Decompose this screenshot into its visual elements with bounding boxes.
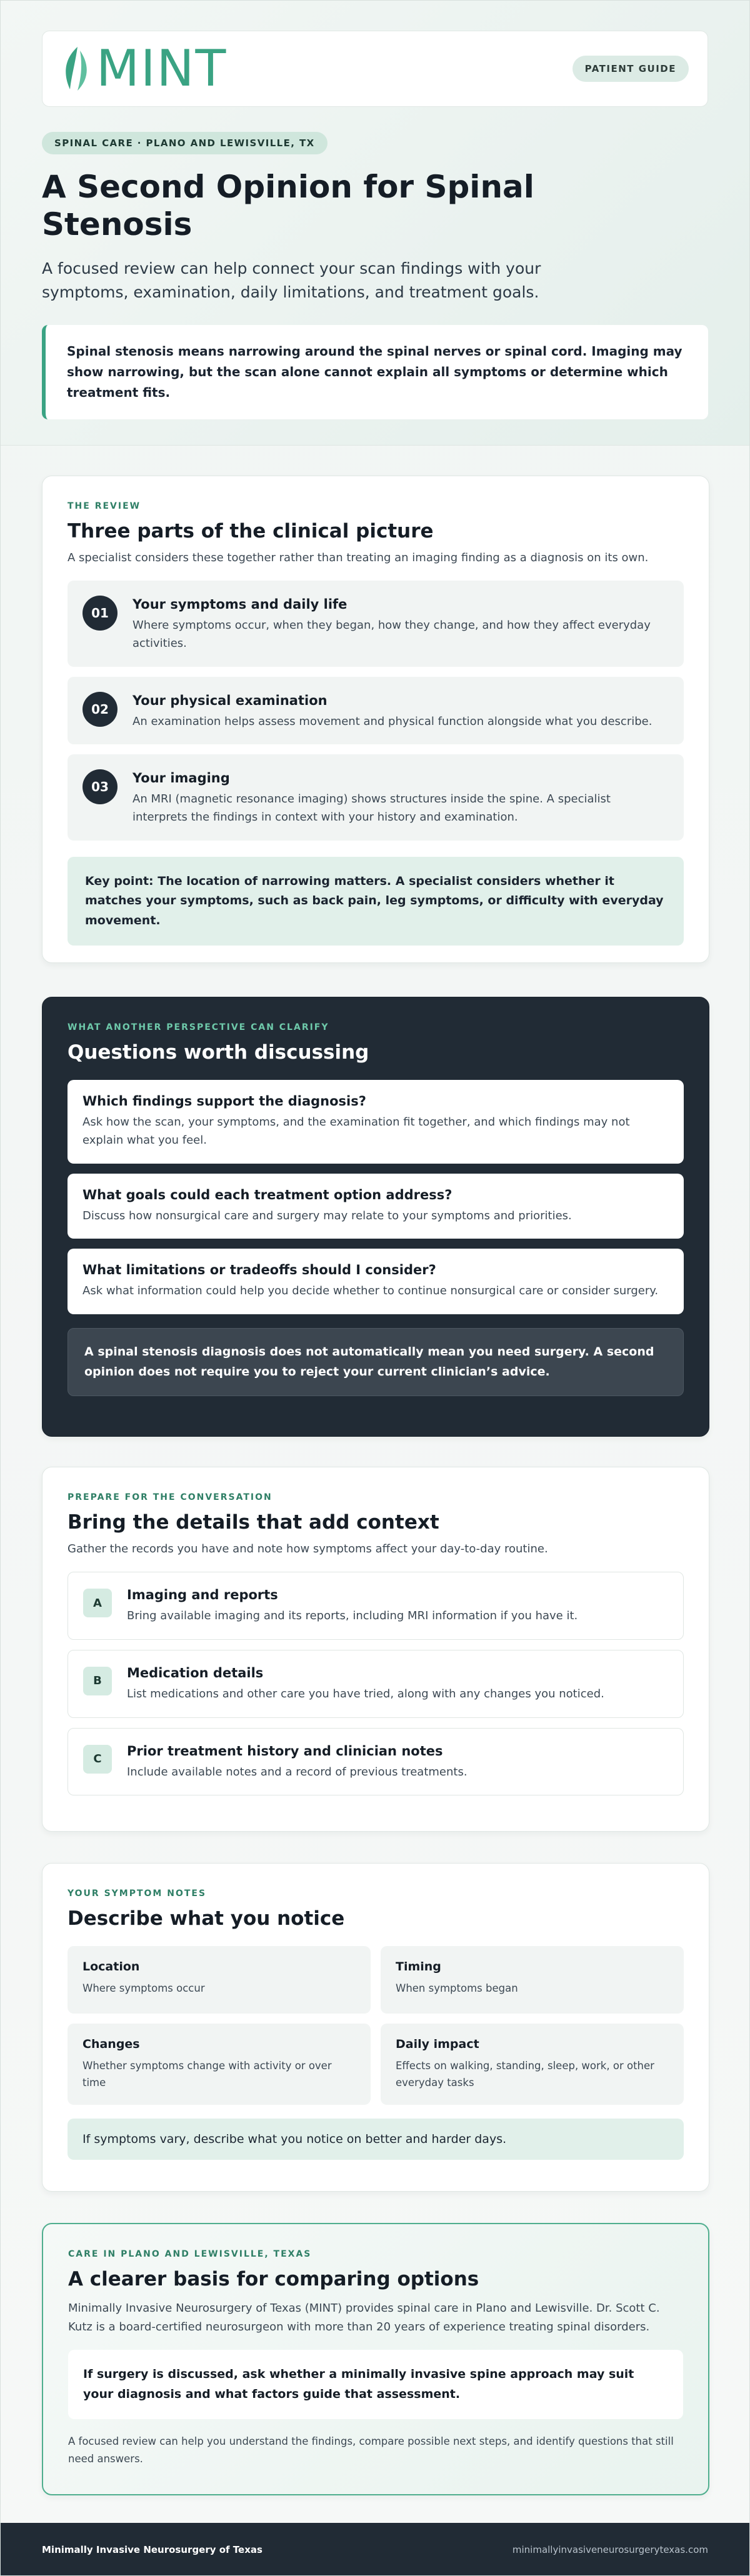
page-title: A Second Opinion for Spinal Stenosis — [42, 169, 534, 242]
review-item-text: An MRI (magnetic resonance imaging) shows structures inside the spine. A specialist interprets the findings in context with your history and examination. — [132, 792, 611, 824]
note-daily-impact — [381, 2024, 684, 2105]
review-title: Three parts of the clinical picture — [68, 520, 434, 542]
record-letter: C — [83, 1745, 112, 1774]
question-text: Ask how the scan, your symptoms, and the examination fit together, and which findings may not explain what you feel. — [82, 1116, 630, 1147]
question-card-goals — [68, 1174, 684, 1239]
questions-section — [42, 997, 709, 1437]
note-changes — [68, 2024, 371, 2105]
review-item-text: An examination helps assess movement and physical function alongside what you describe. — [132, 714, 652, 728]
step-number: 01 — [82, 596, 118, 631]
surgery-note: A spinal stenosis diagnosis does not automatically mean you need surgery. A second opinion does not require you to reject your current clinician’s advice. — [68, 1328, 684, 1396]
record-text: Bring available imaging and its reports, including MRI information if you have it. — [127, 1609, 578, 1622]
note-text: When symptoms began — [396, 1982, 518, 1994]
care-small-text: A focused review can help you understand the findings, compare possible next steps, and identify questions that still need answers. — [68, 2435, 674, 2465]
review-item-imaging — [68, 754, 684, 841]
care-section — [42, 2223, 709, 2495]
prepare-intro: Gather the records you have and note how symptoms affect your day-to-day routine. — [68, 1542, 548, 1555]
question-title: What goals could each treatment option address? — [82, 1187, 452, 1202]
footer-website-link[interactable]: minimallyinvasiveneurosurgerytexas.com — [512, 2544, 708, 2555]
record-text: Include available notes and a record of previous treatments. — [127, 1765, 468, 1779]
notes-footer-callout: If symptoms vary, describe what you notice on better and harder days. — [68, 2119, 684, 2160]
hero — [1, 1, 749, 446]
care-text: Minimally Invasive Neurosurgery of Texas (MINT) provides spinal care in Plano and Lewisville. Dr. Scott C. Kutz is a board-certified neurosurgeon with more than 20 years of experience treating spinal disorders. — [68, 2302, 660, 2334]
record-item-medication — [68, 1650, 684, 1718]
note-title: Timing — [396, 1960, 441, 1974]
question-card-findings — [68, 1080, 684, 1164]
prepare-eyebrow: PREPARE FOR THE CONVERSATION — [68, 1492, 272, 1502]
question-title: What limitations or tradeoffs should I consider? — [82, 1262, 436, 1278]
review-item-title: Your physical examination — [132, 692, 328, 708]
location-badge: SPINAL CARE · PLANO AND LEWISVILLE, TX — [42, 132, 328, 154]
care-title: A clearer basis for comparing options — [68, 2268, 479, 2290]
questions-eyebrow: WHAT ANOTHER PERSPECTIVE CAN CLARIFY — [68, 1022, 329, 1032]
notes-grid — [68, 1946, 684, 2105]
note-title: Daily impact — [396, 2037, 479, 2051]
note-title: Location — [82, 1960, 140, 1974]
notes-eyebrow: YOUR SYMPTOM NOTES — [68, 1889, 207, 1899]
record-letter: A — [83, 1589, 112, 1617]
record-title: Prior treatment history and clinician notes — [127, 1743, 443, 1759]
note-text: Effects on walking, standing, sleep, work, or other everyday tasks — [396, 2060, 654, 2089]
step-number: 02 — [82, 692, 118, 727]
hero-lead: A focused review can help connect your scan findings with your symptoms, examination, daily limitations, and treatment goals. — [42, 259, 541, 301]
prepare-title: Bring the details that add context — [68, 1511, 439, 1534]
question-text: Ask what information could help you decide whether to continue nonsurgical care or consider surgery. — [82, 1284, 659, 1298]
note-title: Changes — [82, 2037, 140, 2051]
question-text: Discuss how nonsurgical care and surgery may relate to your symptoms and priorities. — [82, 1209, 572, 1222]
record-letter: B — [83, 1667, 112, 1695]
questions-title: Questions worth discussing — [68, 1041, 369, 1064]
prepare-section — [42, 1467, 709, 1832]
care-callout: If surgery is discussed, ask whether a minimally invasive spine approach may suit your diagnosis and what factors guide that assessment. — [68, 2350, 683, 2419]
review-item-symptoms — [68, 581, 684, 667]
review-intro: A specialist considers these together rather than treating an imaging finding as a diagnosis on its own. — [68, 551, 649, 564]
question-title: Which findings support the diagnosis? — [82, 1094, 366, 1109]
logo-text: MINT — [96, 39, 228, 97]
record-item-history — [68, 1728, 684, 1796]
logo[interactable] — [61, 39, 228, 97]
review-section — [42, 476, 709, 963]
step-number: 03 — [82, 769, 118, 804]
notes-title: Describe what you notice — [68, 1907, 345, 1930]
hero-note: Spinal stenosis means narrowing around the spinal nerves or spinal cord. Imaging may show narrowing, but the scan alone cannot explain all symptoms or determine which treatment fits. — [42, 325, 708, 419]
note-location — [68, 1946, 371, 2014]
patient-guide-badge: PATIENT GUIDE — [572, 56, 689, 82]
question-card-tradeoffs — [68, 1249, 684, 1314]
record-item-imaging — [68, 1572, 684, 1640]
care-eyebrow: CARE IN PLANO AND LEWISVILLE, TEXAS — [68, 2249, 312, 2259]
note-timing — [381, 1946, 684, 2014]
record-title: Imaging and reports — [127, 1587, 278, 1602]
review-item-title: Your symptoms and daily life — [132, 597, 348, 612]
review-item-text: Where symptoms occur, when they began, how they change, and how they affect everyday activities. — [132, 619, 651, 650]
note-text: Where symptoms occur — [82, 1982, 205, 1994]
footer-org-name: Minimally Invasive Neurosurgery of Texas — [42, 2544, 262, 2555]
leaf-logo-icon — [61, 46, 92, 92]
record-text: List medications and other care you have tried, along with any changes you noticed. — [127, 1687, 604, 1700]
review-item-title: Your imaging — [132, 771, 230, 786]
review-eyebrow: THE REVIEW — [68, 501, 141, 511]
site-footer — [1, 2523, 749, 2576]
note-text: Whether symptoms change with activity or over time — [82, 2060, 332, 2089]
site-header — [42, 31, 708, 107]
record-title: Medication details — [127, 1665, 264, 1680]
key-point-callout: Key point: The location of narrowing matters. A specialist considers whether it matches your symptoms, such as back pain, leg symptoms, or difficulty with everyday movement. — [68, 857, 684, 946]
review-item-examination — [68, 677, 684, 745]
symptom-notes-section — [42, 1863, 709, 2192]
